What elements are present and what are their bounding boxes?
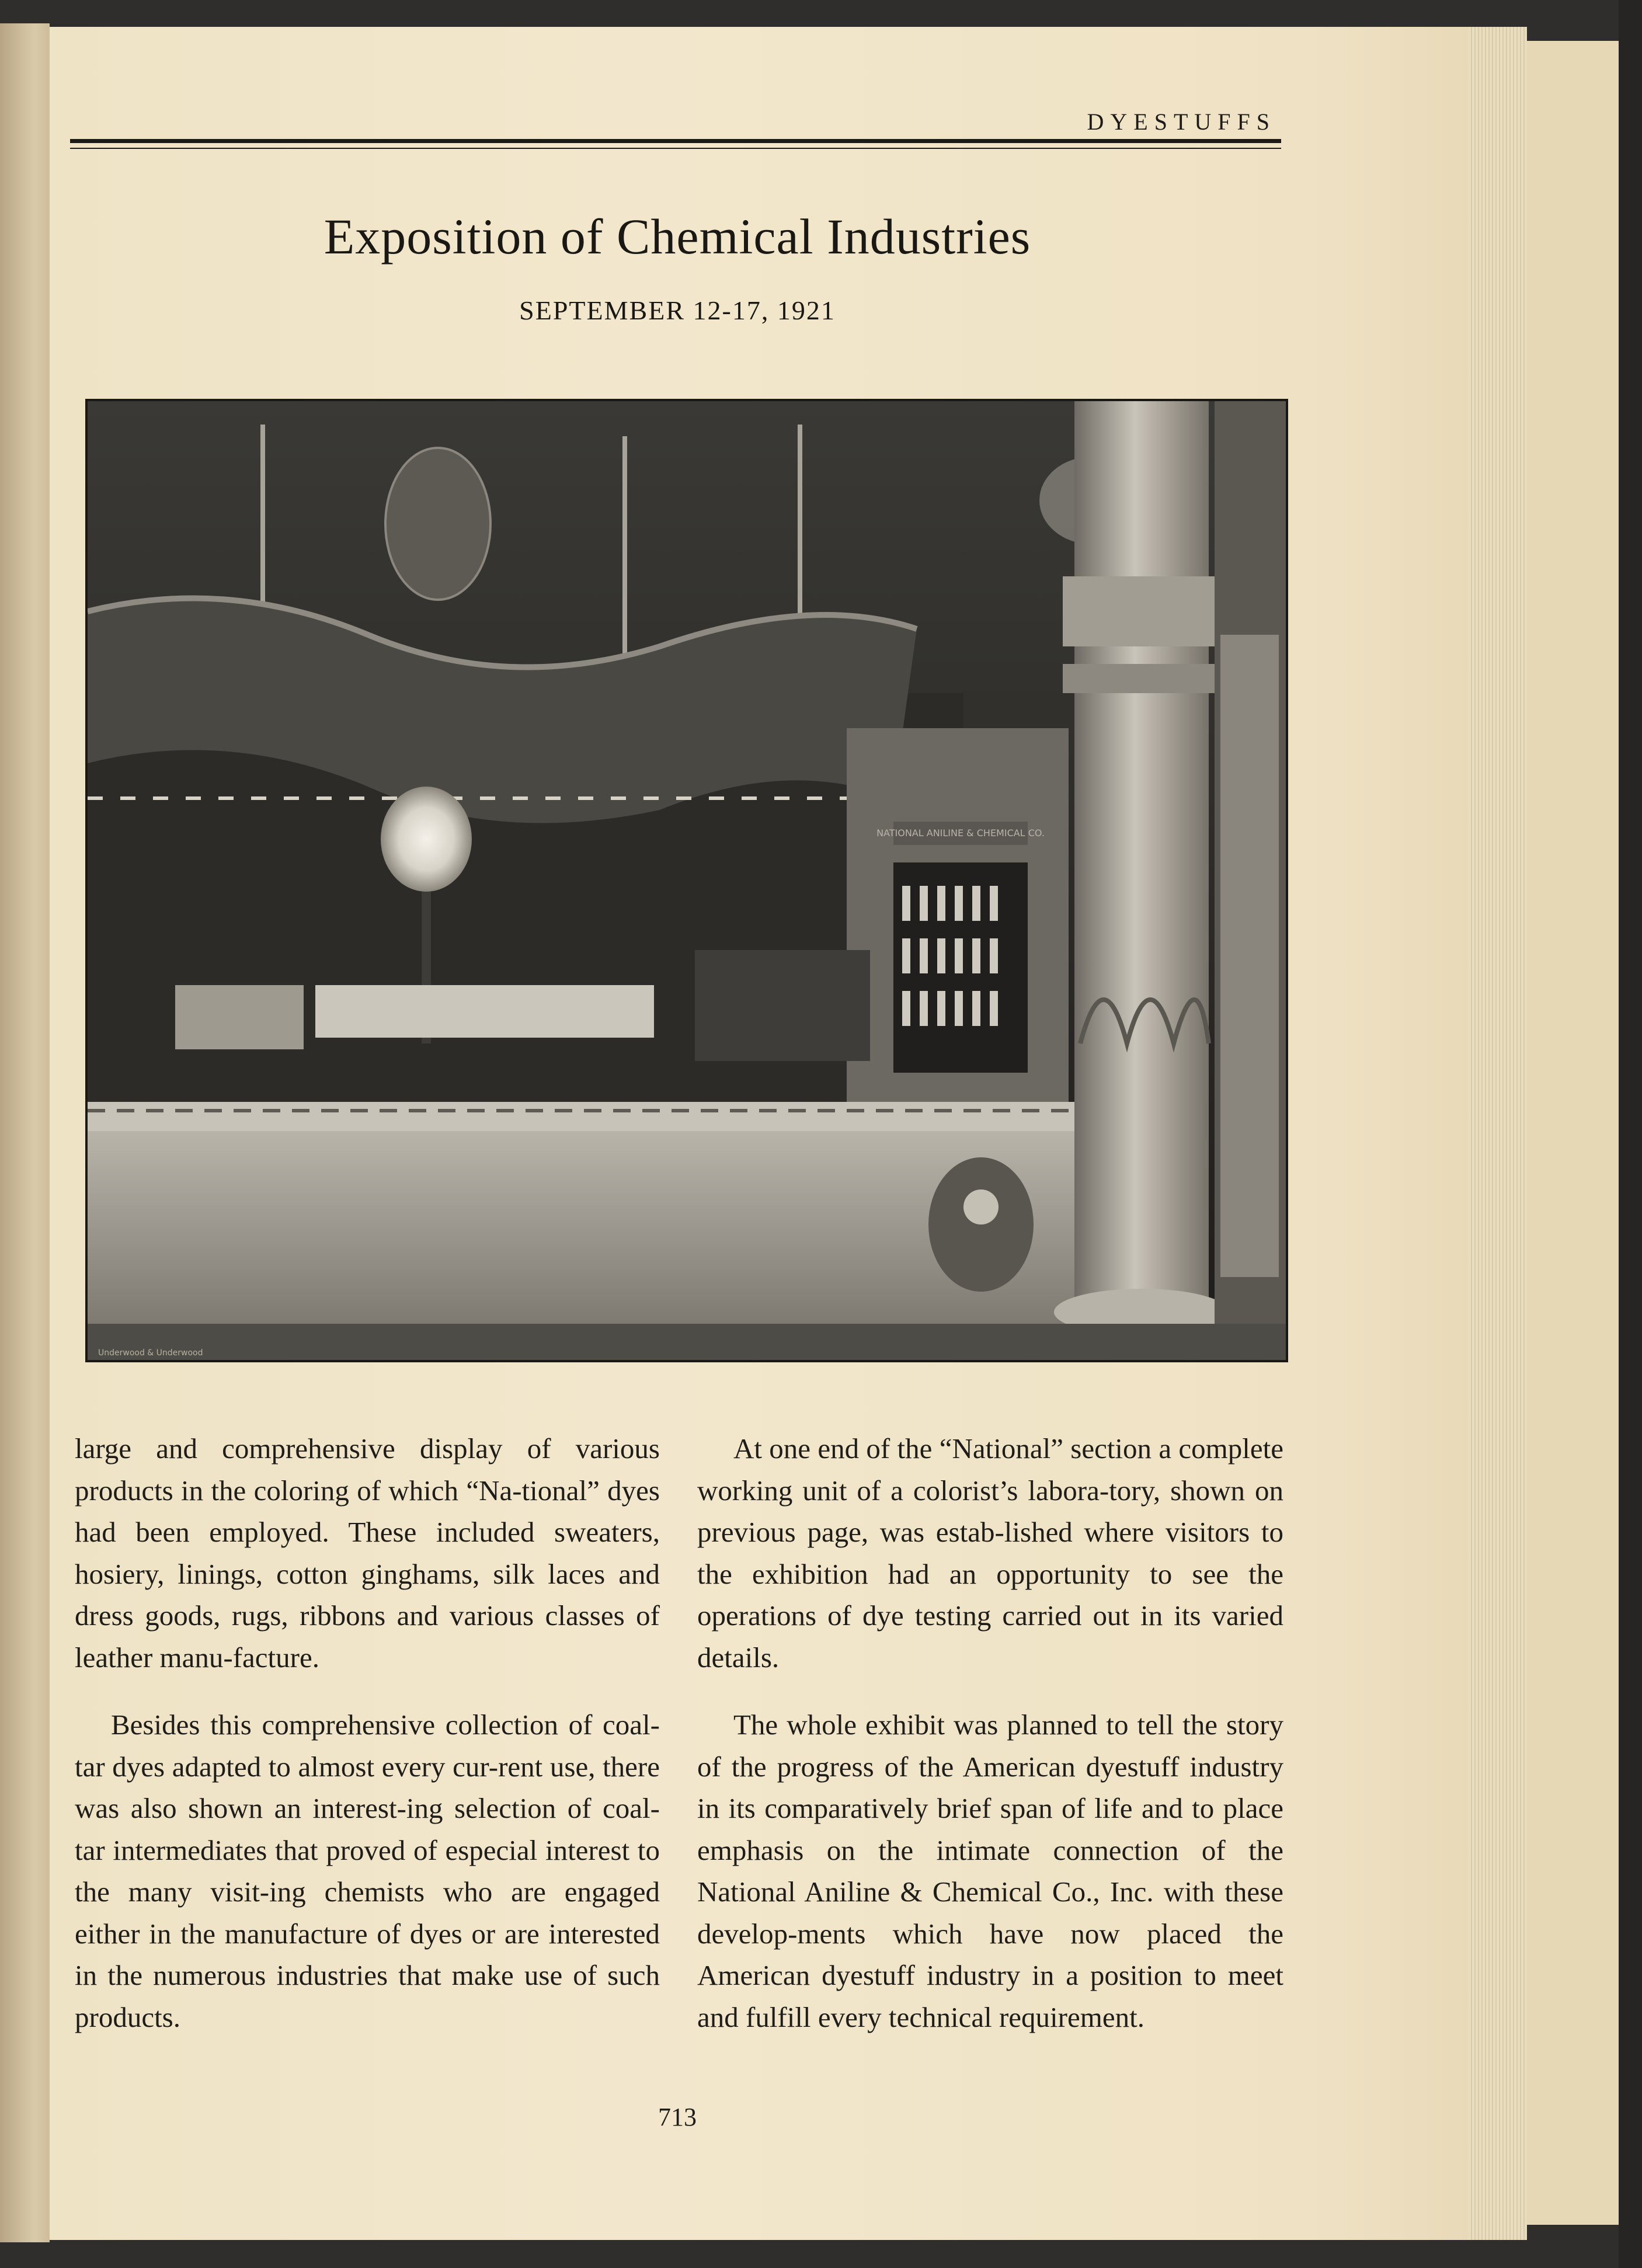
right-paragraph-1: At one end of the “National” section a complete working unit of a colorist’s labora-tory, shown on previous page, was estab-lished where visitors to the exhibition had an opportunity to see the operations of dye testing carried out in its varied details. xyxy=(697,1432,1283,1674)
right-column xyxy=(697,1428,1283,2038)
exhibit-photo-illustration xyxy=(88,401,1286,1360)
left-column xyxy=(75,1428,660,2038)
article-subtitle: SEPTEMBER 12-17, 1921 xyxy=(519,295,836,325)
facing-page-edge xyxy=(0,23,50,2242)
cover-board xyxy=(1527,41,1619,2225)
article-title: Exposition of Chemical Industries xyxy=(323,208,1031,265)
header-rule-thick xyxy=(70,139,1281,143)
left-paragraph-2: Besides this comprehensive collection of coal-tar dyes adapted to almost every cur-rent use, there was also shown an interest-ing selection of coal-tar intermediates that proved of especial interest to the many visit-ing chemists who are engaged either in the manufacture of dyes or are interested in the numerous industries that make use of such products. xyxy=(75,1709,660,2033)
booth-sign-text: NATIONAL ANILINE & CHEMICAL CO. xyxy=(876,827,1045,839)
page-number: 713 xyxy=(658,2103,697,2131)
exhibit-photograph xyxy=(85,399,1288,1362)
running-head: DYESTUFFS xyxy=(1087,109,1276,135)
page-stack-edge xyxy=(1469,27,1527,2240)
right-paragraph-2: The whole exhibit was planned to tell the story of the progress of the American dyestuff industry in its comparatively brief span of life and to place emphasis on the intimate connection of the National Aniline & Chemical Co., Inc. with these develop-ments which have now placed the American dyestuff industry in a position to meet and fulfill every technical requirement. xyxy=(697,1709,1283,2033)
photo-credit: Underwood & Underwood xyxy=(98,1348,203,1358)
binding-edge xyxy=(1619,0,1642,2268)
header-rule-thin xyxy=(70,148,1281,149)
left-paragraph-1: large and comprehensive display of various products in the coloring of which “Na-tional” dyes had been employed. These included sweaters, hosiery, linings, cotton ginghams, silk laces and dress goods, rugs, ribbons and various classes of leather manu-facture. xyxy=(75,1432,660,1674)
